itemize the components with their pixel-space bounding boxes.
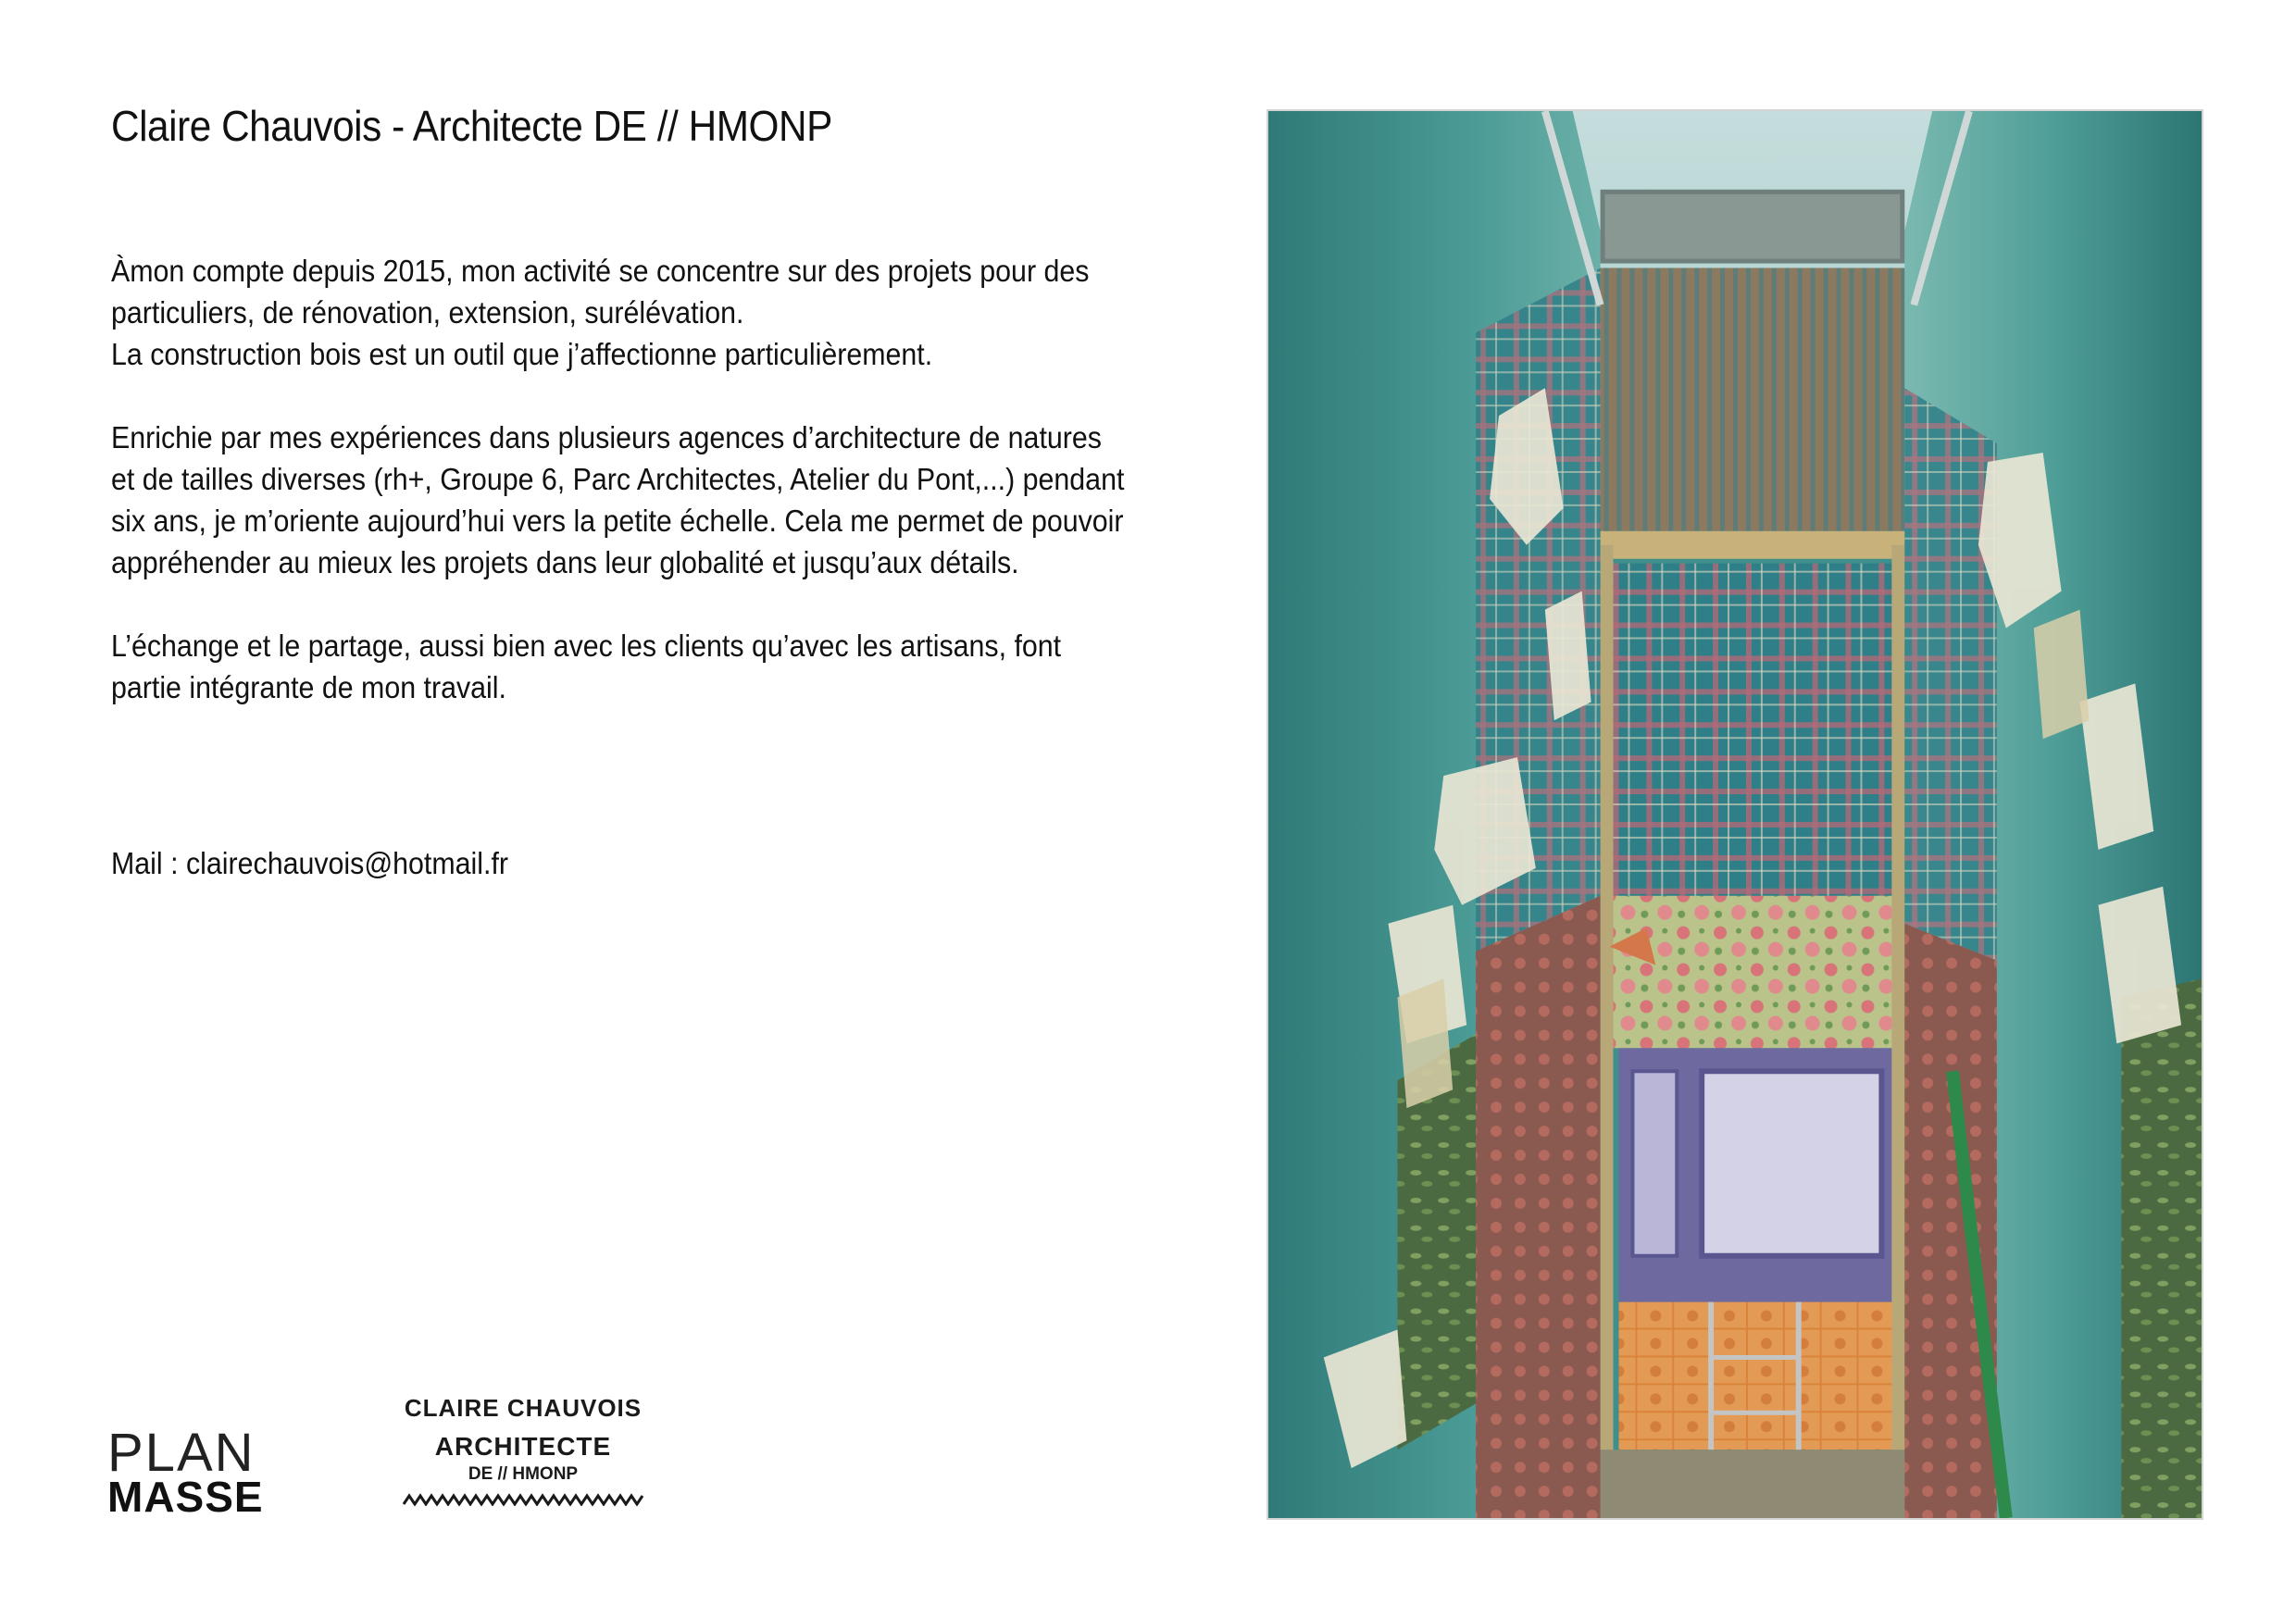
text-line: appréhender au mieux les projets dans leur globalité et jusqu’aux détails. — [111, 545, 1019, 579]
page-title: Claire Chauvois - Architecte DE // HMONP — [111, 102, 832, 150]
text-line: partie intégrante de mon travail. — [111, 670, 506, 704]
corridor-photo-image — [1268, 111, 2202, 1518]
logo-word-masse: MASSE — [107, 1473, 264, 1521]
text-line: particuliers, de rénovation, extension, surélévation. — [111, 295, 744, 330]
paragraph-intro — [111, 250, 1202, 375]
logo-word-plan: PLAN — [107, 1423, 256, 1483]
corridor-photo — [1267, 109, 2203, 1520]
text-line: Àmon compte depuis 2015, mon activité se concentre sur des projets pour des — [111, 254, 1090, 288]
bio-text — [111, 250, 1202, 926]
zigzag-underline-icon — [402, 1493, 644, 1506]
studio-logo-name: CLAIRE CHAUVOIS — [404, 1394, 643, 1422]
studio-logo-profession: ARCHITECTE — [434, 1432, 612, 1461]
text-line: Enrichie par mes expériences dans plusieurs agences d’architecture de natures — [111, 420, 1102, 454]
paragraph-experience — [111, 417, 1202, 583]
text-line: L’échange et le partage, aussi bien avec les clients qu’avec les artisans, font — [111, 629, 1062, 663]
plan-masse-logo — [107, 1423, 274, 1521]
text-line: six ans, je m’oriente aujourd’hui vers la petite échelle. Cela me permet de pouvoir — [111, 504, 1124, 538]
text-line: La construction bois est un outil que j’affectionne particulièrement. — [111, 337, 933, 371]
studio-logo — [398, 1393, 648, 1506]
text-line: et de tailles diverses (rh+, Groupe 6, Parc Architectes, Atelier du Pont,...) pendant — [111, 462, 1125, 496]
paragraph-approach — [111, 625, 1202, 708]
studio-logo-degree: DE // HMONP — [468, 1464, 579, 1484]
contact-email[interactable]: Mail : clairechauvois@hotmail.fr — [111, 846, 509, 880]
